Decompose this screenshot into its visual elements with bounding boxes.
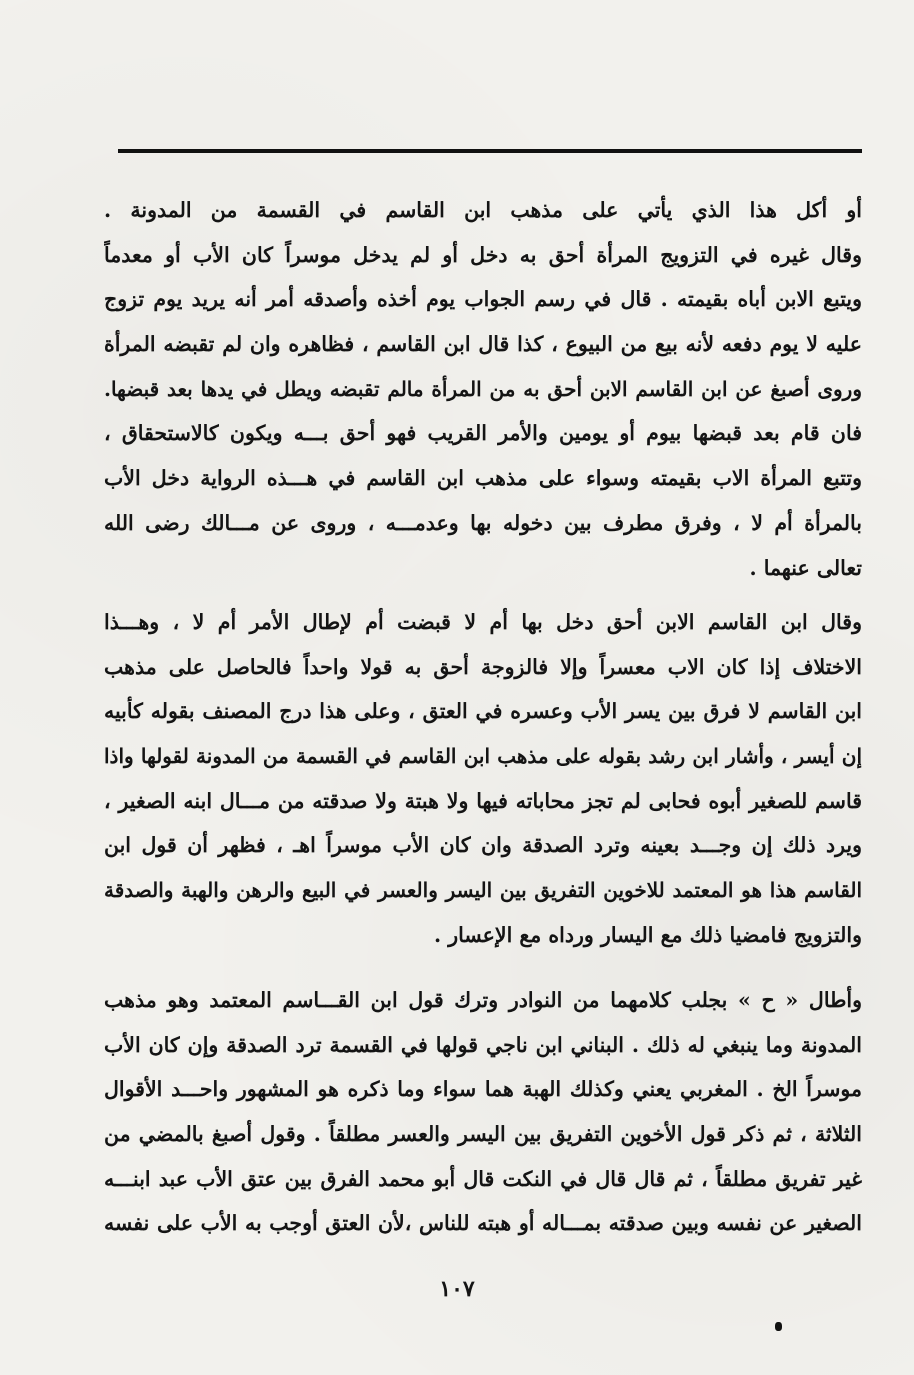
text-line: عليه لا يوم دفعه لأنه بيع من البيوع ، كذا قال ابن القاسم ، فظاهره وان لم تقبضه المرأة [104, 332, 862, 357]
text-line: غير تفريق مطلقاً ، ثم قال قال في النكت قال أبو محمد الفرق بين عتق الأب عبد ابنـــه [104, 1166, 862, 1191]
text-line: وقال ابن القاسم الابن أحق دخل بها أم لا قبضت أم لإطال الأمر أم لا ، وهـــذا [104, 610, 862, 634]
header-rule [118, 149, 862, 153]
paragraph-1 [104, 188, 862, 590]
text-line: وقال غيره في التزويج المرأة أحق به دخل أو لم يدخل موسراً كان الأب أو معدماً [104, 242, 862, 267]
text-line: وأطال « ح » بجلب كلامهما من النوادر وترك قول ابن القـــاسم المعتمد وهو مذهب [104, 988, 862, 1012]
text-line: القاسم هذا هو المعتمد للاخوين التفريق بين اليسر والعسر في البيع والرهن والهبة والصدقة [104, 878, 862, 903]
paragraph-3 [104, 978, 862, 1246]
text-line: ابن القاسم لا فرق بين يسر الأب وعسره في العتق ، وعلى هذا درج المصنف بقوله كأبيه [104, 699, 862, 724]
text-line: الاختلاف إذا كان الاب معسراً وإلا فالزوجة أحق به قولا واحداً فالحاصل على مذهب [104, 654, 862, 679]
text-line: المدونة وما ينبغي له ذلك . البناني ابن ناجي قولها في القسمة ترد الصدقة وإن كان الأب [104, 1032, 862, 1057]
text-line: تعالى عنهما . [749, 555, 862, 580]
text-line: وروى أصبغ عن ابن القاسم الابن أحق به من المرأة مالم تقبضه ويطل في يدها بعد قبضها. [104, 376, 862, 401]
text-line: إن أيسر ، وأشار ابن رشد بقوله على مذهب ابن القاسم في القسمة من المدونة لقولها واذا [104, 744, 862, 769]
text-line: ويتبع الابن أباه بقيمته . قال في رسم الجواب يوم أخذه وأصدقه أمر أنه يريد يوم تزوج [104, 287, 862, 312]
text-line: والتزويج فامضيا ذلك مع اليسار ورداه مع الإعسار . [433, 922, 862, 947]
page-number: ١٠٧ [439, 1276, 475, 1302]
text-line: فان قام بعد قبضها بيوم أو يومين والأمر القريب فهو أحق بـــه ويكون كالاستحقاق ، [104, 421, 862, 446]
text-line: الصغير عن نفسه وبين صدقته بمـــاله أو هبته للناس ،لأن العتق أوجب به الأب على نفسه [104, 1211, 862, 1236]
text-line: ويرد ذلك إن وجـــد بعينه وترد الصدقة وان كان الأب موسراً اهـ ، فظهر أن قول ابن [104, 833, 862, 858]
text-line: بالمرأة أم لا ، وفرق مطرف بين دخوله بها وعدمـــه ، وروى عن مـــالك رضى الله [104, 510, 862, 535]
text-line: وتتبع المرأة الاب بقيمته وسواء على مذهب ابن القاسم في هـــذه الرواية دخل الأب [104, 466, 862, 491]
paragraph-2 [104, 600, 862, 958]
text-line: موسراً الخ . المغربي يعني وكذلك الهبة هما سواء وما ذكره هو المشهور واحـــد الأقوال [104, 1077, 862, 1102]
text-line: الثلاثة ، ثم ذكر قول الأخوين التفريق بين اليسر والعسر مطلقاً . وقول أصبغ بالمضي من [104, 1122, 862, 1147]
ink-speck [775, 1322, 782, 1331]
text-line: أو أكل هذا الذي يأتي على مذهب ابن القاسم في القسمة من المدونة . [104, 198, 862, 222]
text-line: قاسم للصغير أبوه فحابى لم تجز محاباته فيها ولا هبتة ولا صدقته من مـــال ابنه الصغير ، [104, 788, 862, 813]
